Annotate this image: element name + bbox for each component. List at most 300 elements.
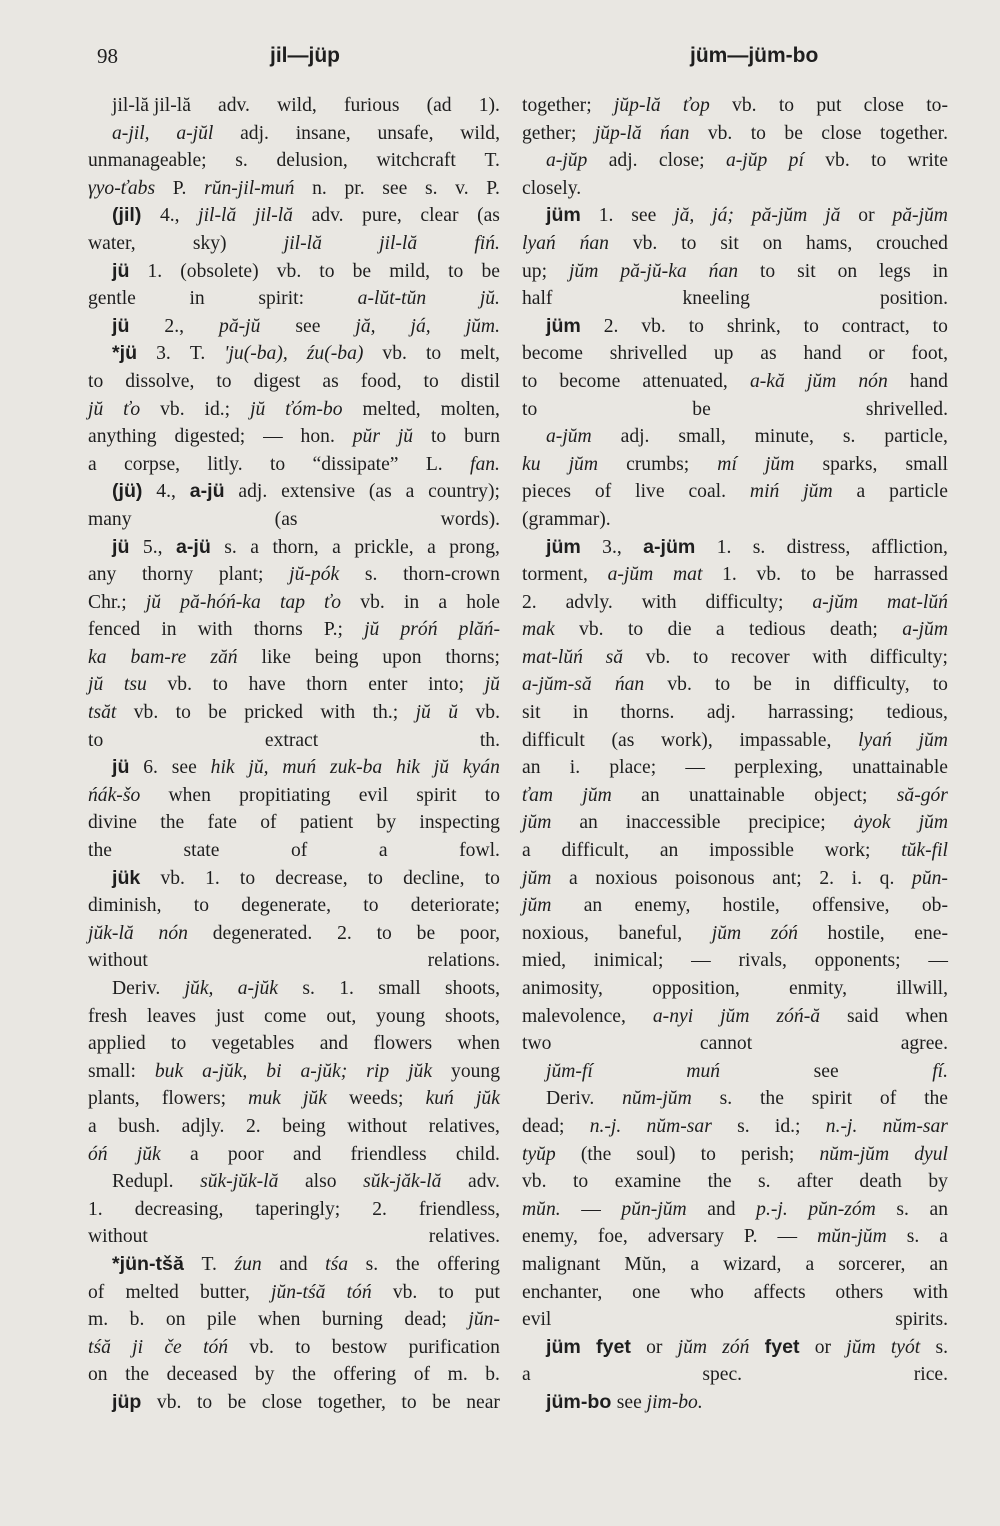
text-line	[522, 175, 948, 203]
word: when	[457, 1033, 500, 1055]
word: rip	[366, 1060, 390, 1082]
text-line	[522, 1196, 948, 1224]
word: put	[816, 95, 842, 116]
word: in	[932, 260, 948, 282]
word: adv.	[468, 1171, 500, 1193]
text-line	[88, 809, 500, 837]
word: vb.	[249, 1336, 274, 1358]
word: vb.	[276, 260, 302, 282]
word: prickle,	[354, 536, 414, 558]
text-line	[88, 258, 500, 286]
word: enter	[368, 674, 408, 696]
text-line	[522, 616, 948, 644]
word: tsu	[123, 674, 147, 696]
word: pŭn-zóm	[808, 1198, 876, 1220]
text-line	[522, 754, 948, 782]
text-line	[522, 1251, 948, 1279]
word: cannot	[699, 1033, 753, 1055]
word: difficulty;	[705, 591, 784, 613]
word: shoots,	[444, 1005, 500, 1027]
word: hostile,	[722, 895, 780, 917]
text-line	[522, 202, 948, 230]
word: relatives,	[428, 1115, 500, 1137]
word: rivals,	[738, 950, 787, 972]
word: applied	[88, 1033, 146, 1055]
word: L.	[425, 453, 443, 475]
word: (as	[477, 205, 500, 227]
word: an	[579, 812, 598, 834]
text-line	[522, 1279, 948, 1307]
word: unattainable	[852, 757, 948, 779]
word: adj.	[240, 122, 269, 144]
text-line	[88, 1251, 500, 1279]
word: Chr.;	[88, 591, 127, 613]
left-guide-word: jil—jüp	[270, 44, 340, 67]
word: divine	[88, 812, 137, 834]
word: decreasing,	[134, 1198, 224, 1220]
word: the	[924, 1088, 948, 1110]
word: distil	[460, 370, 500, 392]
word: vb.	[641, 315, 666, 337]
word: in	[403, 591, 420, 613]
word: bush.	[118, 1115, 161, 1137]
word: a-jil,	[112, 122, 150, 144]
word: jŭm	[711, 922, 742, 944]
word: vb.	[667, 674, 692, 696]
word: to	[401, 1391, 417, 1413]
word: to	[871, 150, 887, 172]
text-line	[88, 1223, 500, 1251]
text-line	[88, 1279, 500, 1307]
word: ťam	[522, 784, 554, 806]
word: vb.	[156, 1391, 182, 1413]
word: to	[800, 564, 816, 586]
word: spirits.	[895, 1309, 948, 1331]
word: of	[413, 1364, 431, 1386]
word: a	[189, 1143, 199, 1165]
text-line	[522, 671, 948, 699]
word: adj.	[608, 150, 638, 172]
word: delusion,	[276, 150, 348, 172]
word: jŭm.	[465, 315, 500, 337]
word: be	[753, 674, 772, 696]
word: s.	[935, 1336, 948, 1358]
text-line	[88, 644, 500, 672]
word: jŭ	[364, 619, 380, 641]
word: to	[688, 315, 704, 337]
text-line	[522, 423, 948, 451]
word: with	[812, 646, 848, 668]
word: inimical;	[593, 950, 664, 972]
word: nón	[858, 370, 888, 392]
word: relatives.	[428, 1226, 500, 1248]
word: miń	[749, 481, 780, 503]
word: 3.	[156, 343, 171, 365]
word: —	[685, 757, 706, 779]
word: zóń-ă	[776, 1005, 821, 1027]
word: molten,	[440, 398, 500, 420]
word: pr.	[344, 177, 365, 199]
word: offering	[437, 1253, 500, 1275]
word: id.;	[774, 1115, 801, 1137]
word: 1.	[147, 260, 163, 282]
word: butter,	[200, 1281, 250, 1303]
word: adversary	[647, 1226, 724, 1248]
word: to	[430, 426, 447, 448]
word: 2.	[337, 922, 352, 944]
text-line	[88, 368, 500, 396]
word: jă,	[674, 205, 695, 227]
word: inspecting	[419, 812, 500, 834]
word: mí	[717, 453, 737, 475]
word: vb.	[632, 232, 658, 254]
word: be	[432, 1391, 451, 1413]
text-line	[88, 340, 500, 368]
word: precipice;	[748, 812, 826, 834]
word: to	[175, 702, 191, 724]
word: foot,	[911, 343, 948, 365]
word: jŭk,	[184, 978, 214, 999]
word: th.;	[372, 702, 399, 724]
word: to	[363, 895, 379, 917]
text-line	[522, 727, 948, 755]
word: to	[212, 674, 228, 696]
text-line	[88, 1389, 500, 1417]
text-line	[522, 892, 948, 920]
word: to	[423, 370, 439, 392]
word: n.	[312, 177, 327, 199]
word: sŭk-jŭk-lă	[200, 1171, 279, 1193]
word: lyań	[522, 232, 556, 254]
word: without	[347, 1115, 408, 1137]
word: closely.	[522, 177, 582, 199]
word: vb.	[160, 398, 185, 420]
text-line	[522, 92, 948, 120]
word: dyul	[914, 1143, 948, 1165]
word: become	[559, 370, 621, 392]
word: to	[239, 867, 256, 889]
word: jŭn-tśă	[271, 1281, 326, 1303]
word: be	[692, 398, 711, 420]
word: unattainable	[689, 784, 785, 806]
word: vb.	[160, 867, 185, 889]
word: hand	[803, 343, 842, 365]
word: evil	[522, 1309, 552, 1331]
word: v.	[455, 177, 469, 199]
word: to	[295, 1336, 311, 1358]
word: by	[928, 1171, 948, 1193]
word: zóń	[770, 922, 798, 944]
word: an	[641, 784, 660, 806]
word: a-jŭm	[546, 426, 592, 448]
text-line	[88, 782, 500, 810]
word: n.-j.	[825, 1115, 858, 1137]
word: together;	[522, 95, 592, 116]
word: ji	[132, 1336, 144, 1358]
word: th.	[479, 729, 500, 751]
word: jŭm	[522, 812, 552, 834]
word: jüm	[546, 204, 581, 227]
word: an	[583, 895, 603, 917]
word: jŭm	[522, 867, 552, 889]
word: corpse,	[124, 453, 181, 475]
word: jă	[825, 205, 841, 227]
word: bi	[266, 1060, 282, 1082]
word: a-jŭp	[725, 150, 768, 172]
word: enchanter,	[522, 1281, 603, 1303]
word: be	[227, 1391, 247, 1413]
word: see	[171, 757, 197, 779]
word: nón	[158, 922, 188, 944]
word: ťop	[683, 95, 710, 116]
word: as	[760, 343, 777, 365]
right-column	[522, 92, 948, 1417]
word: sky)	[192, 232, 227, 254]
word: jil-lă	[283, 232, 322, 254]
word: malevolence,	[522, 1005, 626, 1027]
word: to	[484, 784, 500, 806]
word: on	[837, 260, 858, 282]
word: being	[314, 646, 359, 668]
word: 3.,	[602, 536, 622, 558]
word: or	[814, 1336, 832, 1358]
word: vb.	[475, 702, 500, 724]
text-line	[88, 147, 500, 175]
word: p.-j.	[756, 1198, 788, 1220]
word: up	[713, 343, 734, 365]
word: the	[759, 1088, 784, 1110]
word: place;	[609, 757, 657, 779]
word: object;	[814, 784, 868, 806]
word: jŭk	[302, 1088, 327, 1110]
word: pure,	[362, 205, 402, 227]
text-line	[88, 892, 500, 920]
word: with	[641, 591, 677, 613]
word: opponents;	[814, 950, 901, 972]
word: jŭm	[803, 481, 833, 503]
word: a	[522, 1364, 531, 1386]
word: tap	[279, 591, 305, 613]
word: 4.,	[159, 205, 180, 227]
word: óń	[88, 1143, 108, 1165]
word: a-jŭm	[902, 619, 948, 641]
word: jŭ	[415, 702, 431, 724]
word: inaccessible	[625, 812, 721, 834]
word: a	[690, 1253, 700, 1275]
word: hon.	[300, 426, 335, 448]
word: P.	[486, 177, 500, 199]
word: nŭm-sar	[882, 1115, 948, 1137]
word: spirit:	[258, 288, 305, 310]
word: 1.	[88, 1198, 103, 1220]
word: plăń-	[458, 619, 500, 641]
word: tedious	[749, 619, 806, 641]
word: tyót	[890, 1336, 921, 1358]
word: jŭ	[88, 674, 104, 696]
word: difficulty,	[833, 674, 910, 696]
text-line	[88, 534, 500, 562]
word: to	[193, 895, 209, 917]
word: or	[646, 1336, 663, 1358]
word: fate	[207, 812, 237, 834]
word: —	[928, 950, 948, 972]
word: purification	[408, 1336, 500, 1358]
word: be	[352, 260, 372, 282]
word: of	[88, 1281, 105, 1303]
word: legs	[879, 260, 911, 282]
word: anything	[88, 426, 157, 448]
word: 2.	[245, 1115, 261, 1137]
word: by	[376, 812, 397, 834]
word: crouched	[876, 232, 948, 254]
word: kuń	[425, 1088, 454, 1110]
word: the	[160, 812, 185, 834]
word: s.	[302, 978, 315, 999]
word: of	[260, 812, 277, 834]
word: P.	[743, 1226, 758, 1248]
word: pŭn-jŭm	[621, 1198, 687, 1220]
word: animosity,	[522, 978, 603, 999]
word: see	[616, 1391, 647, 1413]
word: ńák-šo	[88, 784, 141, 806]
text-line	[88, 920, 500, 948]
word: opposition,	[652, 978, 740, 999]
word: poor,	[459, 922, 500, 944]
text-line	[88, 1113, 500, 1141]
word: jŭp-lă	[594, 122, 642, 144]
word: and	[292, 1143, 322, 1165]
word: to	[681, 232, 697, 254]
word: vegetables	[211, 1033, 295, 1055]
word: foe,	[597, 1226, 628, 1248]
word: work;	[824, 840, 871, 862]
word: have	[248, 674, 286, 696]
word: plant;	[218, 564, 264, 586]
word: sit	[797, 260, 816, 282]
text-line	[88, 202, 500, 230]
word: jŭm	[720, 1005, 750, 1027]
word: vb.	[360, 591, 385, 613]
word: b.	[129, 1309, 145, 1331]
word: melt,	[460, 343, 500, 365]
word: vb.	[392, 1281, 418, 1303]
word: wild,	[277, 95, 317, 116]
word: mak	[522, 619, 555, 641]
word: shrivelled	[609, 343, 688, 365]
word: 2.	[372, 1198, 387, 1220]
word: live	[635, 481, 665, 503]
word: s.	[719, 1088, 733, 1110]
word: vb.	[522, 1171, 547, 1193]
word: minute,	[754, 426, 814, 448]
text-line	[522, 1168, 948, 1196]
word: wizard,	[723, 1253, 782, 1275]
word: clear	[420, 205, 459, 227]
word: friendless	[350, 1143, 427, 1165]
word: particle,	[884, 426, 948, 448]
word: mat-lŭń	[522, 646, 583, 668]
word: thorn-crown	[403, 564, 500, 586]
word: offensive,	[812, 895, 890, 917]
word: small:	[88, 1060, 136, 1082]
word: the	[707, 1171, 732, 1193]
word: a-jŭp	[546, 150, 588, 172]
word: Deriv.	[112, 978, 161, 999]
word: any	[88, 564, 117, 586]
word: torment,	[522, 564, 588, 586]
word: jŭm	[568, 453, 598, 475]
word: q.	[879, 867, 895, 889]
word: jŭ.	[479, 288, 500, 310]
word: spirit	[811, 1088, 853, 1110]
word: pricked	[244, 702, 303, 724]
word: two	[522, 1033, 552, 1055]
word: sparks,	[822, 453, 878, 475]
text-line	[522, 920, 948, 948]
word: mild,	[389, 260, 431, 282]
word: pă-jŭm	[751, 205, 808, 227]
word: rice.	[913, 1364, 948, 1386]
text-line	[88, 230, 500, 258]
word: ant;	[772, 867, 802, 889]
text-line	[522, 368, 948, 396]
word: 6.	[143, 757, 158, 779]
word: P.;	[323, 619, 343, 641]
word: relations.	[427, 950, 500, 972]
word: insane,	[295, 122, 351, 144]
text-line	[88, 506, 500, 534]
text-line	[522, 313, 948, 341]
word: s.	[224, 536, 237, 558]
word: tedious,	[886, 702, 948, 724]
text-line	[522, 147, 948, 175]
word: to	[778, 95, 795, 116]
word: 2.	[819, 867, 835, 889]
word: agree.	[900, 1033, 948, 1055]
word: pile	[207, 1309, 237, 1331]
word: źu(-ba)	[306, 343, 364, 365]
text-line	[522, 975, 948, 1003]
word: fresh	[88, 1005, 128, 1027]
word: be	[208, 702, 227, 724]
word: a-lŭt-tŭn	[357, 288, 427, 310]
word: impassable,	[739, 729, 832, 751]
word: nŭm-jŭm	[819, 1143, 890, 1165]
word: difficulty;	[869, 646, 948, 668]
word: m.	[447, 1364, 468, 1386]
word: to	[196, 1391, 213, 1413]
text-line	[522, 782, 948, 810]
text-line	[522, 1085, 948, 1113]
word: vb.	[133, 702, 159, 724]
word: jü	[112, 756, 130, 779]
word: sit	[720, 232, 739, 254]
word: wild,	[460, 122, 500, 144]
text-line	[522, 561, 948, 589]
word: enmity,	[789, 978, 848, 999]
word: recover	[730, 646, 790, 668]
word: jil-lă	[198, 205, 237, 227]
word: extensive	[281, 481, 356, 503]
word: mat-lŭń	[886, 591, 948, 613]
word: a	[438, 591, 448, 613]
text-line	[522, 809, 948, 837]
word: źun	[234, 1253, 262, 1275]
word: be	[835, 564, 855, 586]
word: unmanageable;	[88, 150, 207, 172]
text-line	[88, 313, 500, 341]
left-column	[88, 92, 500, 1417]
